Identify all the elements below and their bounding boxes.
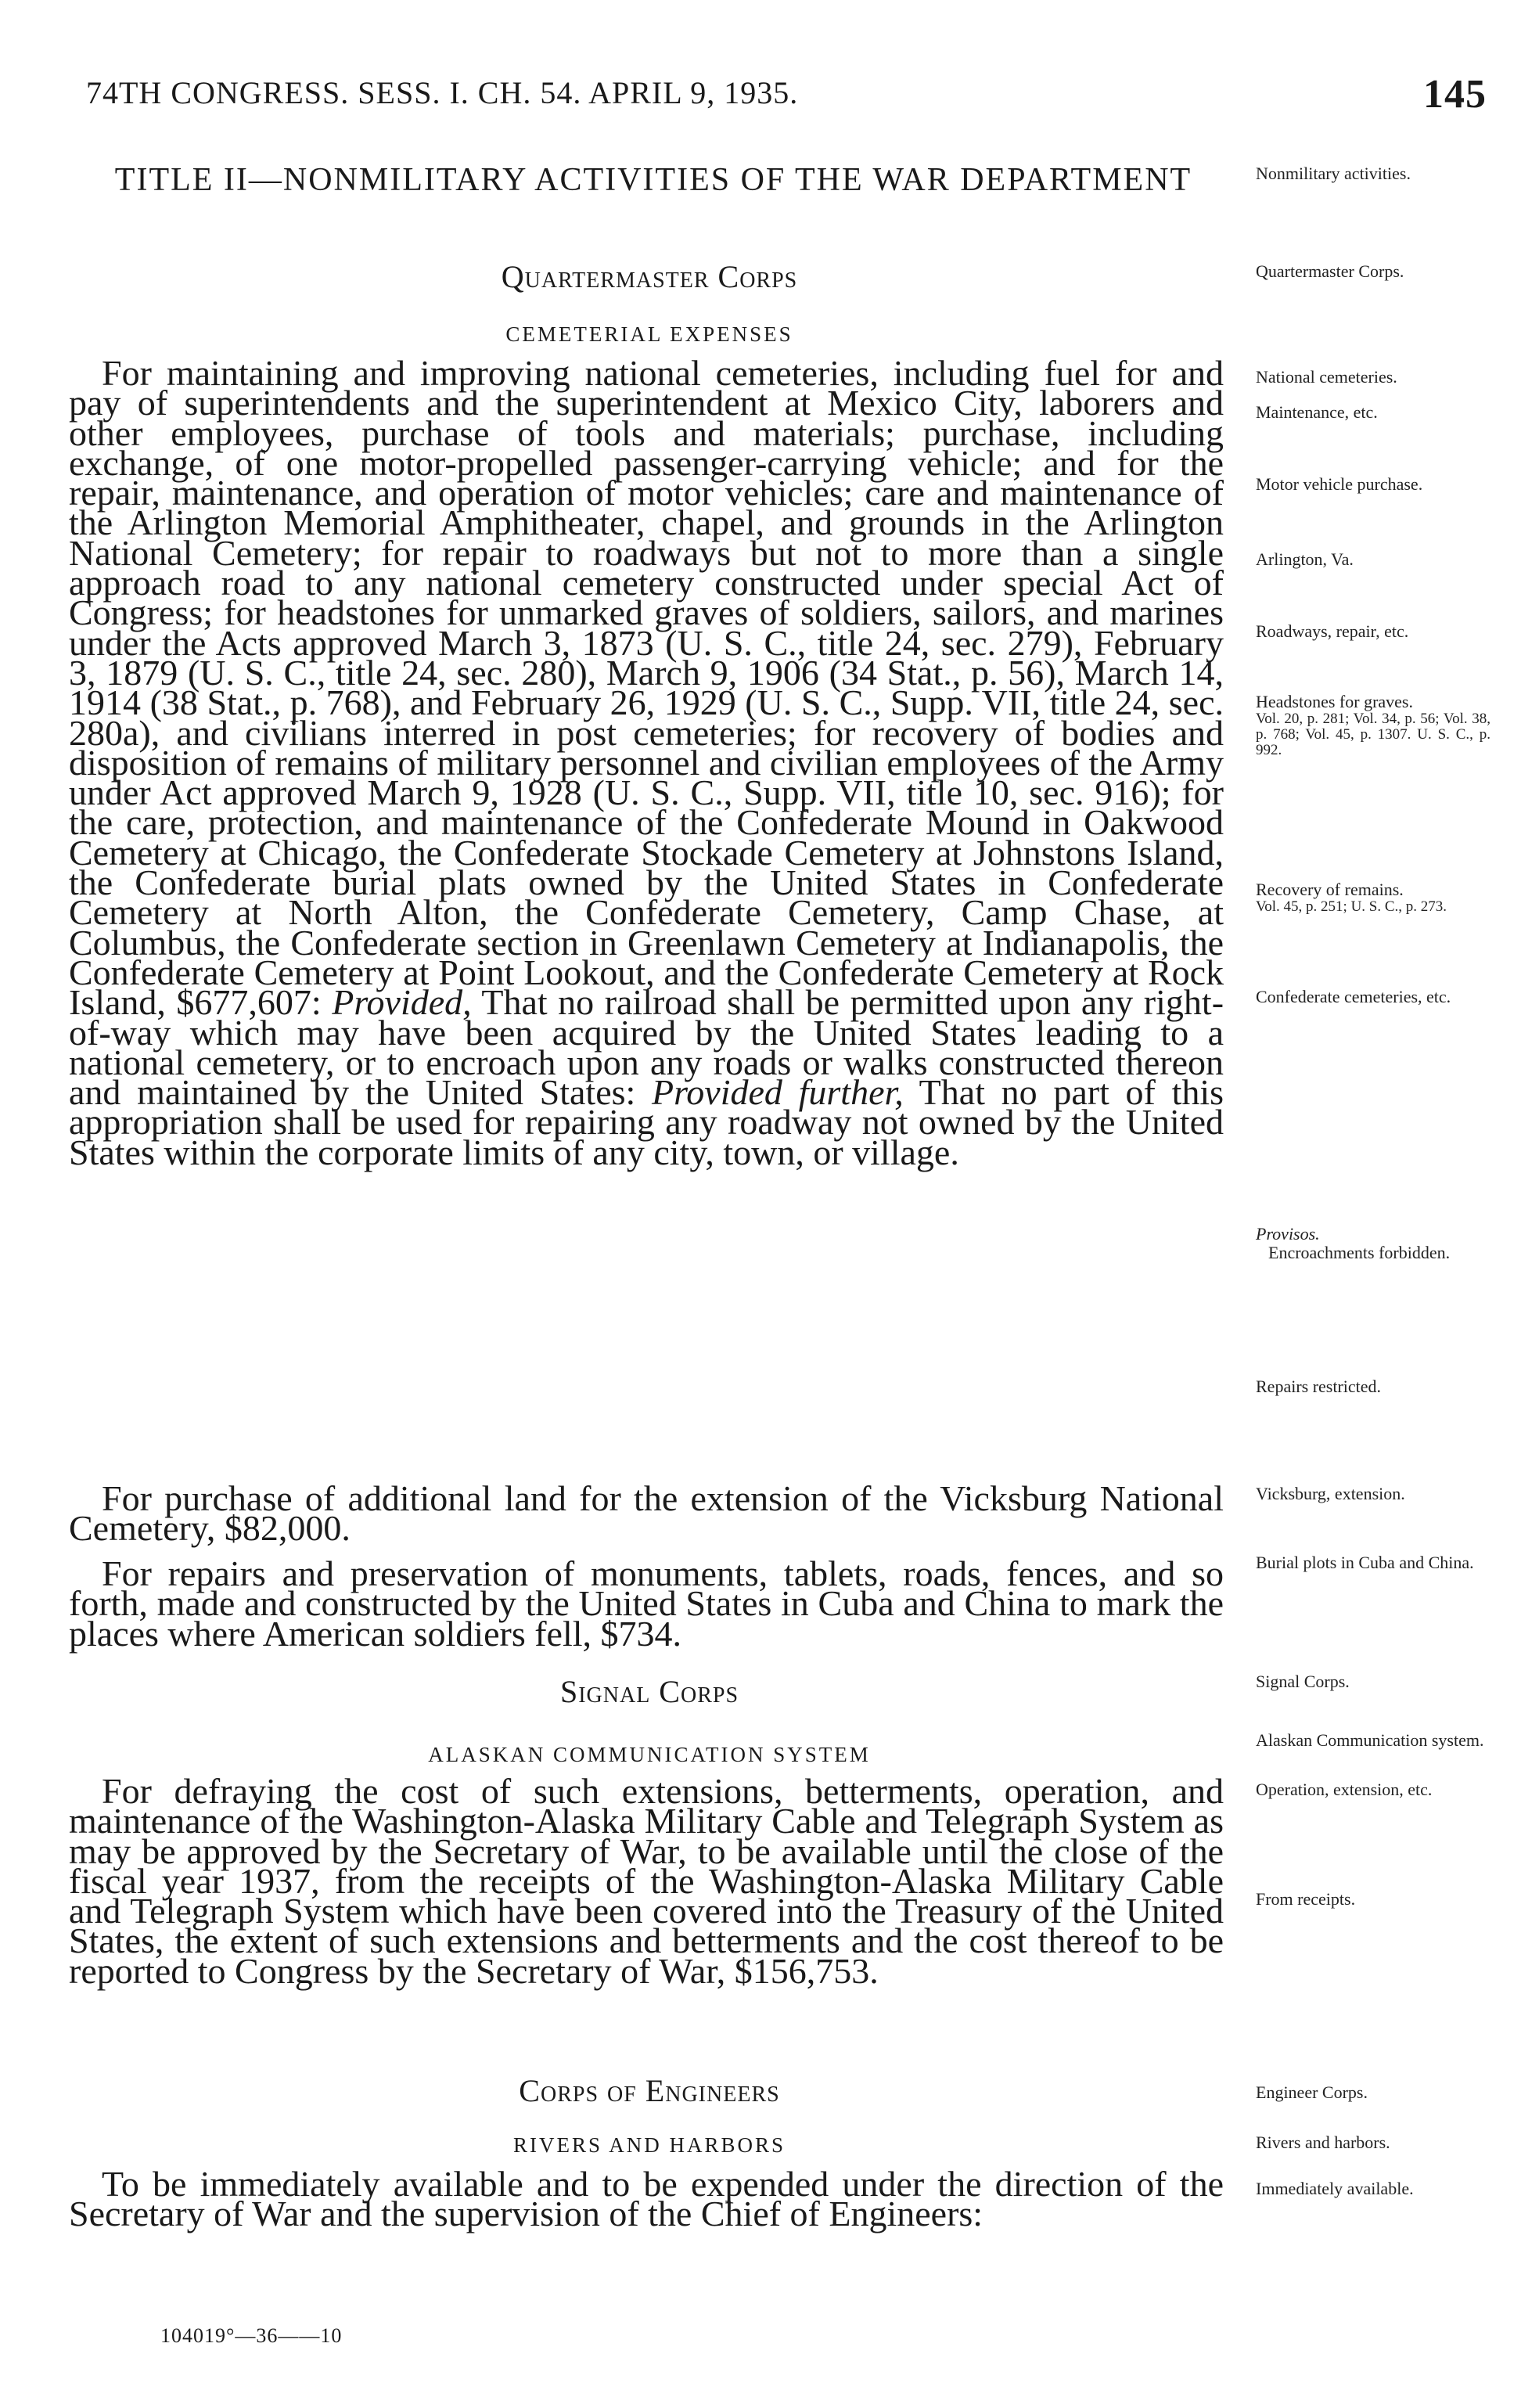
margin-note-confederate: Confederate cemeteries, etc. (1256, 987, 1451, 1006)
paragraph-alaska: For defraying the cost of such extensions, betterments, operation, and maintenance of the Washington-Alaska Military Cable and Telegraph System as may be approved by the Secretary of War, to be available until the close of the fiscal year 1937, from the receipts of the Washington-Alaska Military Cable and Telegraph System which have been covered into the Treasury of the United States, the extent of such extensions and betterments and the cost thereof to be reported to Congress by the Secretary of War, $156,753. (69, 1771, 1224, 1991)
paragraph-cemeteries (69, 353, 1224, 1172)
margin-note-recovery-label: Recovery of remains. (1256, 880, 1404, 899)
section-heading-engineers: Corps of Engineers (519, 2073, 780, 2108)
paragraph-proviso-text: That no railroad shall be permitted upon any right-of-way which may have been acquired by the United States leading to a national cemetery, or to encroach upon any roads or walks constructed thereon and maintained by the United States: (69, 982, 1224, 1113)
margin-note-national-cemeteries: National cemeteries. (1256, 367, 1397, 387)
margin-note-nonmilitary: Nonmilitary activities. (1256, 164, 1411, 183)
margin-note-recovery (1256, 880, 1490, 915)
margin-note-immediately: Immediately available. (1256, 2179, 1414, 2198)
margin-note-engineer: Engineer Corps. (1256, 2082, 1368, 2102)
margin-note-repairs-restricted: Repairs restricted. (1256, 1377, 1382, 1396)
paragraph-cuba-china: For repairs and preservation of monuments, tablets, roads, fences, and so forth, made and constructed by the United States in Cuba and China to mark the places where American soldiers fell, $734. (69, 1553, 1224, 1654)
subheading-rivers-harbors: RIVERS AND HARBORS (512, 2133, 786, 2157)
margin-note-recovery-refs: Vol. 45, p. 251; U. S. C., p. 273. (1256, 898, 1447, 915)
section-heading-quartermaster: Quartermaster Corps (501, 259, 798, 294)
margin-note-quartermaster: Quartermaster Corps. (1256, 261, 1404, 281)
margin-note-headstones-label: Headstones for graves. (1256, 692, 1413, 711)
running-head-citation: 74TH CONGRESS. SESS. I. CH. 54. APRIL 9, 1935. (86, 75, 799, 110)
margin-note-alaskan: Alaskan Communication system. (1256, 1730, 1484, 1750)
margin-note-roadways: Roadways, repair, etc. (1256, 621, 1409, 641)
margin-note-maintenance: Maintenance, etc. (1256, 402, 1378, 422)
subheading-alaskan-communication: ALASKAN COMMUNICATION SYSTEM (428, 1743, 871, 1766)
margin-note-vicksburg: Vicksburg, extension. (1256, 1484, 1405, 1503)
margin-note-rivers: Rivers and harbors. (1256, 2133, 1390, 2152)
margin-note-signal: Signal Corps. (1256, 1672, 1350, 1691)
margin-note-operation: Operation, extension, etc. (1256, 1780, 1433, 1799)
margin-note-headstones (1256, 693, 1490, 758)
paragraph-proviso-further-text: That no part of this appropriation shall be used for repairing any roadway not owned by the United States within the corporate limits of any city, town, or village. (69, 1072, 1224, 1172)
section-heading-signal-corps: Signal Corps (559, 1674, 739, 1709)
page-number: 145 (1423, 72, 1487, 117)
margin-note-provisos-label: Provisos. (1256, 1224, 1320, 1244)
paragraph-vicksburg: For purchase of additional land for the extension of the Vicksburg National Cemetery, $82,000. (69, 1478, 1224, 1549)
margin-note-receipts: From receipts. (1256, 1889, 1356, 1909)
subheading-cemeterial-expenses: CEMETERIAL EXPENSES (505, 322, 793, 346)
paragraph-cemeteries-text: For maintaining and improving national cemeteries, including fuel for and pay of superintendents and the superintendent at Mexico City, laborers and other employees, purchase of tools and materials; purchase, including exchange, of one motor-propelled passenger-carrying vehicle; and for the repair, maintenance, and operation of motor vehicles; care and maintenance of the Arlington Memorial Amphitheater, chapel, and grounds in the Arlington National Cemetery; for repair to roadways but not to more than a single approach road to any national cemetery constructed under special Act of Congress; for headstones for unmarked graves of soldiers, sailors, and marines under the Acts approved March 3, 1873 (U. S. C., title 24, sec. 279), February 3, 1879 (U. S. C., title 24, sec. 280), March 9, 1906 (34 Stat., p. 56), March 14, 1914 (38 Stat., p. 768), and February 26, 1929 (U. S. C., Supp. VII, title 24, sec. 280a), and civilians interred in post cemeteries; for recovery of bodies and disposition of remains of military personnel and civilian employees of the Army under Act approved March 9, 1928 (U. S. C., Supp. VII, title 10, sec. 916); for the care, protection, and maintenance of the Confederate Mound in Oakwood Cemetery at Chicago, the Confederate Stockade Cemetery at Johnstons Island, the Confederate burial plats owned by the United States in Confederate Cemetery at North Alton, the Confederate Cemetery, Camp Chase, at Columbus, the Confederate section in Greenlawn Cemetery at Indianapolis, the Confederate Cemetery at Point Lookout, and the Confederate Cemetery at Rock Island, $677,607: (69, 353, 1224, 1023)
margin-note-motor-vehicle: Motor vehicle purchase. (1256, 474, 1423, 494)
paragraph-engineers: To be immediately available and to be expended under the direction of the Secretary of War and the supervision of the Chief of Engineers: (69, 2164, 1224, 2234)
running-head (86, 74, 1487, 121)
proviso-label: Provided, (332, 982, 472, 1023)
margin-note-provisos (1256, 1225, 1490, 1262)
proviso-further-label: Provided further, (652, 1072, 904, 1113)
margin-note-burial-plots: Burial plots in Cuba and China. (1256, 1553, 1474, 1572)
margin-note-encroachments: Encroachments forbidden. (1268, 1243, 1451, 1262)
margin-note-arlington: Arlington, Va. (1256, 549, 1354, 569)
printer-signature: 104019°—36——10 (160, 2324, 343, 2347)
title-heading: TITLE II—NONMILITARY ACTIVITIES OF THE WAR DEPARTMENT (114, 162, 1192, 198)
margin-note-headstones-refs: Vol. 20, p. 281; Vol. 34, p. 56; Vol. 38, p. 768; Vol. 45, p. 1307. U. S. C., p. 992. (1256, 711, 1490, 758)
